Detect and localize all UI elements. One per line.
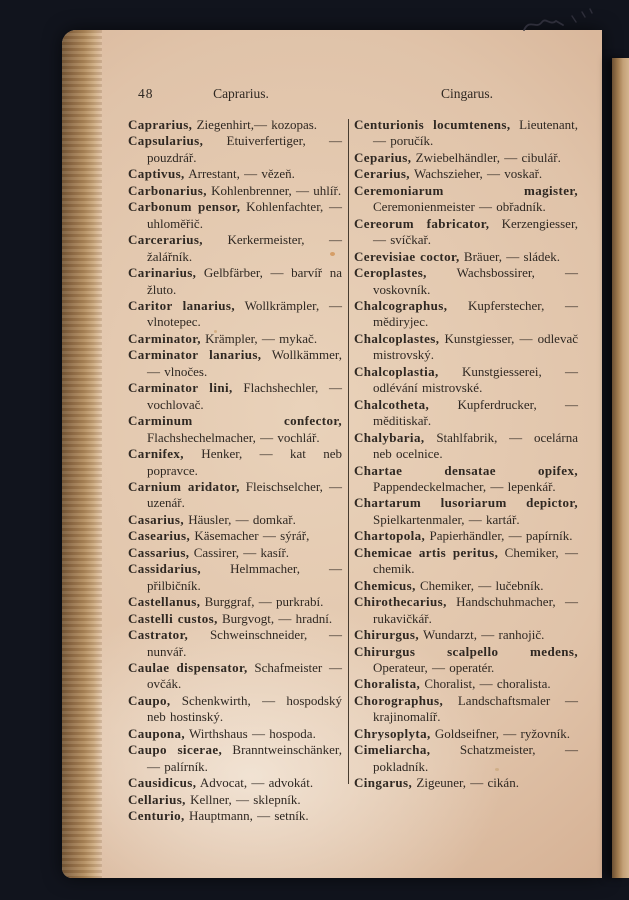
dictionary-entry	[128, 232, 342, 265]
dictionary-entry	[128, 611, 342, 627]
dictionary-entry	[354, 627, 578, 643]
entry-translation: Handschuhmacher, — rukavičkář.	[373, 594, 578, 626]
dictionary-entry	[354, 430, 578, 463]
dictionary-entry	[128, 446, 342, 479]
entry-headword: Carinarius,	[128, 265, 197, 281]
dictionary-entry	[128, 479, 342, 512]
entry-headword: Cassidarius,	[128, 561, 202, 577]
page-edge-stack	[62, 30, 102, 878]
entry-headword: Carnium aridator,	[128, 478, 240, 494]
entry-headword: Chartarum lusoriarum depictor,	[354, 495, 578, 511]
entry-headword: Ceroplastes,	[354, 265, 427, 281]
entry-translation: Kupferdrucker, — měditiskař.	[373, 396, 578, 429]
entry-translation: Chemiker, — chemik.	[373, 544, 578, 577]
entry-translation: Zigeuner, — cikán.	[412, 775, 519, 791]
dictionary-entry	[354, 364, 578, 397]
dictionary-entry	[354, 216, 578, 249]
entry-translation: Kerkermeister, — žalářník.	[147, 232, 342, 264]
entry-headword: Chorographus,	[354, 692, 444, 708]
entry-headword: Castellanus,	[128, 594, 201, 610]
dictionary-entry	[354, 742, 578, 775]
entry-headword: Centurio,	[128, 808, 185, 824]
dictionary-entry	[354, 117, 578, 150]
entry-translation: Etuiverfertiger, — pouzdrář.	[147, 133, 342, 165]
dictionary-entry	[354, 495, 578, 528]
entry-translation: Häusler, — domkař.	[183, 511, 296, 527]
handwritten-ink-mark	[520, 0, 600, 46]
entry-translation: Helmmacher, — přilbičník.	[147, 561, 342, 593]
dictionary-entry	[354, 726, 578, 742]
dictionary-entry	[354, 298, 578, 331]
entry-headword: Carbonarius,	[128, 182, 207, 198]
dictionary-entry	[128, 512, 342, 528]
entry-translation: Operateur, — operatér.	[373, 659, 495, 675]
left-column	[128, 117, 342, 824]
column-divider	[348, 119, 349, 784]
entry-headword: Chemicae artis peritus,	[354, 544, 499, 560]
entry-translation: Landschaftsmaler — krajinomalíř.	[373, 692, 578, 725]
entry-headword: Casearius,	[128, 528, 191, 544]
entry-translation: Gelbfärber, — barvíř na žluto.	[147, 265, 342, 297]
page-number: 48	[138, 86, 154, 101]
dictionary-entry	[354, 397, 578, 430]
entry-headword: Ceparius,	[354, 149, 412, 165]
entry-headword: Caupo,	[128, 692, 171, 708]
dictionary-entry	[128, 413, 342, 446]
entry-translation: Kunstgiesser, — odlevač mistrovský.	[373, 330, 578, 363]
header-right-half	[354, 86, 580, 102]
entry-translation: Branntweinschänker, — palírník.	[147, 742, 342, 774]
dictionary-entry	[128, 166, 342, 182]
entry-headword: Cassarius,	[128, 544, 190, 560]
dictionary-entry	[128, 183, 342, 199]
dictionary-entry	[354, 331, 578, 364]
entry-translation: Kellner, — sklepník.	[185, 791, 301, 807]
running-title-left: Caprarius.	[213, 86, 269, 101]
dictionary-entry	[128, 808, 342, 824]
dictionary-entry	[128, 627, 342, 660]
entry-translation: Schenkwirth, — hospodský neb hostinský.	[147, 692, 342, 725]
entry-headword: Carminator,	[128, 330, 201, 346]
entry-headword: Cellarius,	[128, 791, 186, 807]
entry-translation: Wollkrämpler, — vlnotepec.	[147, 297, 342, 330]
entry-translation: Krämpler, — mykač.	[200, 330, 318, 346]
dictionary-entry	[354, 693, 578, 726]
adjacent-page-edge	[612, 58, 629, 878]
entry-translation: Advocat, — advokát.	[196, 775, 314, 791]
entry-translation: Henker, — kat neb popravce.	[147, 446, 342, 478]
entry-translation: Spielkartenmaler, — kartář.	[373, 511, 520, 527]
dictionary-entry	[128, 742, 342, 775]
entry-headword: Castelli custos,	[128, 610, 218, 626]
book-page	[62, 30, 602, 878]
entry-translation: Flachshechler, — vochlovač.	[147, 380, 342, 412]
entry-headword: Casarius,	[128, 511, 184, 527]
dictionary-entry	[128, 199, 342, 232]
dictionary-entry	[354, 578, 578, 594]
entry-headword: Ceremoniarum magister,	[354, 182, 578, 198]
entry-headword: Cerarius,	[354, 166, 410, 182]
dictionary-entry	[128, 380, 342, 413]
dictionary-entry	[354, 150, 578, 166]
dictionary-entry	[128, 594, 342, 610]
dictionary-entry	[128, 298, 342, 331]
entry-headword: Choralista,	[354, 676, 421, 692]
entry-headword: Cereorum fabricator,	[354, 215, 490, 231]
running-title-right: Cingarus.	[440, 86, 494, 101]
dictionary-entry	[128, 265, 342, 298]
dictionary-entry	[354, 644, 578, 677]
entry-headword: Chartae densatae opifex,	[354, 462, 578, 478]
entry-headword: Chirurgus scalpello medens,	[354, 643, 578, 659]
dictionary-entry	[354, 676, 578, 692]
entry-translation: Wachsbossirer, — voskovník.	[373, 265, 578, 297]
entry-translation: Stahlfabrik, — ocelárna neb ocelnice.	[373, 429, 578, 462]
entry-translation: Chemiker, — lučebník.	[415, 577, 544, 593]
entry-translation: Pappendeckelmacher, — lepenkář.	[373, 478, 556, 494]
entry-translation: Kerzengiesser, — svíčkař.	[373, 215, 578, 248]
entry-headword: Chalcoplastes,	[354, 330, 440, 346]
entry-headword: Chrysoplyta,	[354, 725, 431, 741]
entry-headword: Caprarius,	[128, 117, 193, 132]
entry-headword: Chalybaria,	[354, 429, 425, 445]
dictionary-entry	[128, 660, 342, 693]
entry-headword: Carminum confector,	[128, 413, 342, 429]
entry-headword: Chalcoplastia,	[354, 363, 439, 379]
dictionary-entry	[128, 693, 342, 726]
entry-translation: Lieutenant, — poručík.	[373, 117, 578, 149]
entry-headword: Caulae dispensator,	[128, 659, 248, 675]
dictionary-entry	[128, 133, 342, 166]
entry-translation: Fleischselcher, — uzenář.	[147, 478, 342, 511]
dictionary-entry	[354, 183, 578, 216]
entry-translation: Goldseifner, — ryžovník.	[430, 725, 570, 741]
entry-translation: Flachshechelmacher, — vochlář.	[147, 429, 320, 445]
entry-translation: Papierhändler, — papírník.	[425, 528, 573, 544]
dictionary-entry	[354, 166, 578, 182]
entry-headword: Cingarus,	[354, 775, 413, 791]
entry-translation: Zwiebelhändler, — cibulář.	[411, 149, 561, 165]
entry-translation: Cassirer, — kasíř.	[189, 544, 290, 560]
entry-translation: Burgvogt, — hradní.	[217, 610, 333, 626]
dictionary-entry	[128, 528, 342, 544]
page-header	[128, 86, 580, 102]
entry-headword: Carminator lanarius,	[128, 347, 262, 363]
dictionary-entry	[354, 775, 578, 791]
entry-translation: Schafmeister — ovčák.	[147, 659, 342, 692]
entry-headword: Chemicus,	[354, 577, 416, 593]
entry-translation: Wundarzt, — ranhojič.	[419, 627, 545, 643]
right-column	[354, 117, 578, 824]
dictionary-entry	[354, 463, 578, 496]
entry-translation: Burggraf, — purkrabí.	[200, 594, 324, 610]
entry-headword: Capsularius,	[128, 133, 204, 149]
entry-translation: Kupferstecher, — mědiryjec.	[373, 297, 578, 330]
entry-headword: Chalcographus,	[354, 297, 448, 313]
entry-translation: Kunstgiesserei, — odlévání mistrovské.	[373, 363, 578, 396]
entry-headword: Captivus,	[128, 166, 185, 182]
entry-headword: Castrator,	[128, 627, 189, 643]
dictionary-entry	[128, 347, 342, 380]
entry-translation: Wirthshaus — hospoda.	[185, 725, 316, 741]
entry-translation: Choralist, — choralista.	[420, 676, 551, 692]
entry-translation: Wollkämmer, — vlnočes.	[147, 347, 342, 379]
entry-headword: Chartopola,	[354, 528, 426, 544]
entry-headword: Caritor lanarius,	[128, 297, 236, 313]
dictionary-entry	[354, 265, 578, 298]
entry-headword: Chirurgus,	[354, 627, 420, 643]
entry-translation: Wachszieher, — voskař.	[409, 166, 543, 182]
dictionary-entry	[128, 775, 342, 791]
printed-text-area	[128, 86, 580, 824]
dictionary-entry	[128, 117, 342, 133]
entry-headword: Carbonum pensor,	[128, 199, 241, 215]
entry-headword: Causidicus,	[128, 775, 197, 791]
entry-headword: Cerevisiae coctor,	[354, 248, 460, 264]
entry-translation: Ceremonienmeister — obřadník.	[373, 199, 546, 215]
entry-headword: Chalcotheta,	[354, 396, 430, 412]
entry-translation: Kohlenbrenner, — uhlíř.	[206, 182, 342, 198]
entry-translation: Schatzmeister, — pokladník.	[373, 742, 578, 774]
entry-translation: Ziegenhirt,— kozopas.	[192, 117, 318, 132]
dictionary-entry	[128, 561, 342, 594]
entry-translation: Hauptmann, — setník.	[184, 808, 309, 824]
entry-headword: Caupona,	[128, 725, 186, 741]
entry-headword: Centurionis locumtenens,	[354, 117, 511, 132]
entry-headword: Carcerarius,	[128, 232, 203, 248]
dictionary-columns	[128, 117, 580, 824]
entry-translation: Kohlenfachter, — uhloměřič.	[147, 199, 342, 231]
header-left-half	[128, 86, 354, 102]
dictionary-entry	[354, 545, 578, 578]
entry-translation: Käsemacher — sýrář,	[190, 528, 310, 544]
dictionary-entry	[128, 545, 342, 561]
entry-headword: Carnifex,	[128, 446, 184, 462]
dictionary-entry	[128, 792, 342, 808]
entry-headword: Cimeliarcha,	[354, 742, 431, 758]
dictionary-entry	[354, 528, 578, 544]
dictionary-entry	[354, 249, 578, 265]
dictionary-entry	[128, 726, 342, 742]
entry-translation: Schweinschneider, — nunvář.	[147, 627, 342, 659]
entry-headword: Caupo sicerae,	[128, 742, 223, 758]
entry-headword: Carminator lini,	[128, 380, 233, 396]
entry-headword: Chirothecarius,	[354, 594, 447, 610]
dictionary-entry	[128, 331, 342, 347]
dictionary-entry	[354, 594, 578, 627]
entry-translation: Bräuer, — sládek.	[459, 248, 560, 264]
entry-translation: Arrestant, — vězeň.	[184, 166, 295, 182]
